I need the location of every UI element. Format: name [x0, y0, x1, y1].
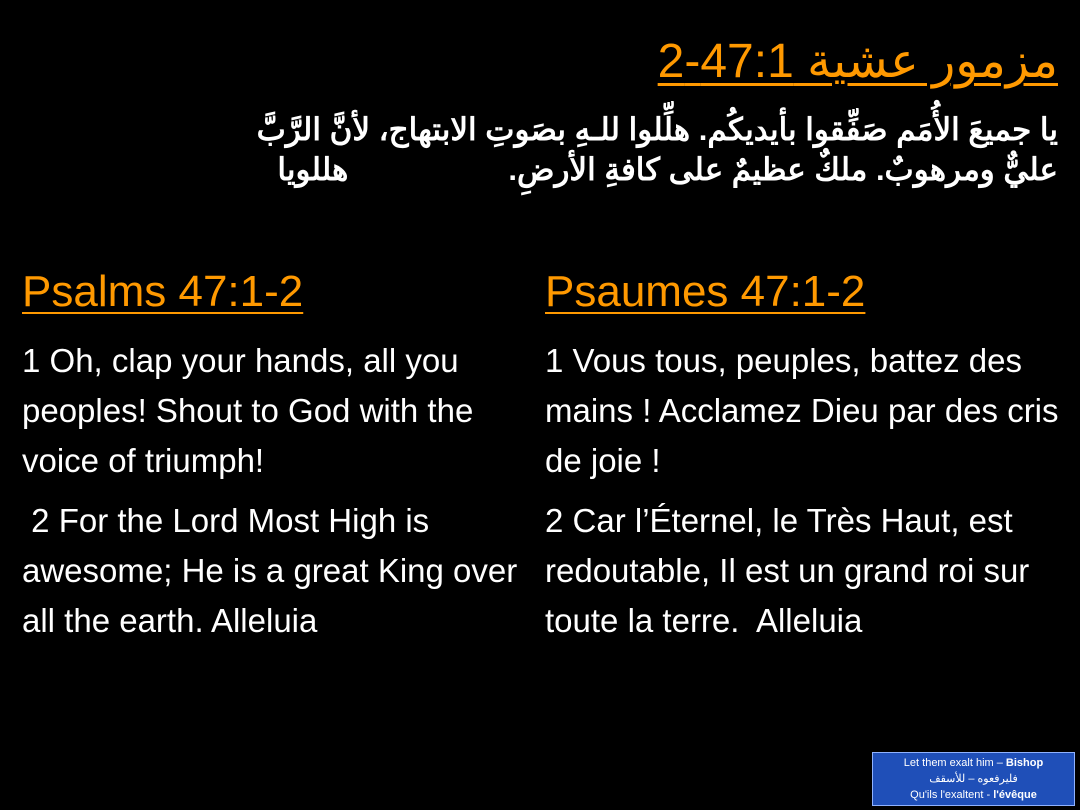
- french-column: [545, 336, 1065, 656]
- english-verse-2: 2 For the Lord Most High is awesome; He is a great King over all the earth. Alleluia: [22, 502, 518, 639]
- arabic-verse-line-2: [30, 150, 1058, 190]
- arabic-verse: [30, 110, 1058, 190]
- response-note-french-text: Qu'ils l'exaltent -: [910, 789, 994, 801]
- response-note-arabic: فليرفعوه – للأسقف: [929, 773, 1018, 785]
- french-verse-2: 2 Car l’Éternel, le Très Haut, est redoutable, Il est un grand roi sur toute la terre. Alleluia: [545, 502, 1030, 639]
- response-note-english-text: Let them exalt him –: [903, 757, 1006, 769]
- response-note-english: [873, 755, 1074, 771]
- arabic-title: مزمور عشية 47:1-2: [657, 35, 1058, 88]
- response-note-french: [873, 787, 1074, 803]
- arabic-alleluia: هللويا: [277, 152, 349, 187]
- french-title: Psaumes 47:1-2: [545, 267, 866, 316]
- english-column: [22, 336, 522, 656]
- french-verse-1: 1 Vous tous, peuples, battez des mains ! Acclamez Dieu par des cris de joie !: [545, 342, 1059, 479]
- english-title: Psalms 47:1-2: [22, 267, 304, 316]
- arabic-verse-line-2-text: عليٌّ ومرهوبٌ. ملكٌ عظيمٌ على كافةِ الأرضِ.: [508, 152, 1058, 187]
- arabic-verse-line-1: يا جميعَ الأُمَم صَفِّقوا بأيديكُم. هلِّلوا للـهِ بصَوتِ الابتهاج، لأنَّ الرَّبَّ: [256, 112, 1058, 147]
- response-note-box: [872, 752, 1075, 806]
- response-note-french-bold: l'évêque: [993, 789, 1037, 801]
- response-note-english-bold: Bishop: [1005, 757, 1044, 769]
- english-verse-1: 1 Oh, clap your hands, all you peoples! Shout to God with the voice of triumph!: [22, 342, 474, 479]
